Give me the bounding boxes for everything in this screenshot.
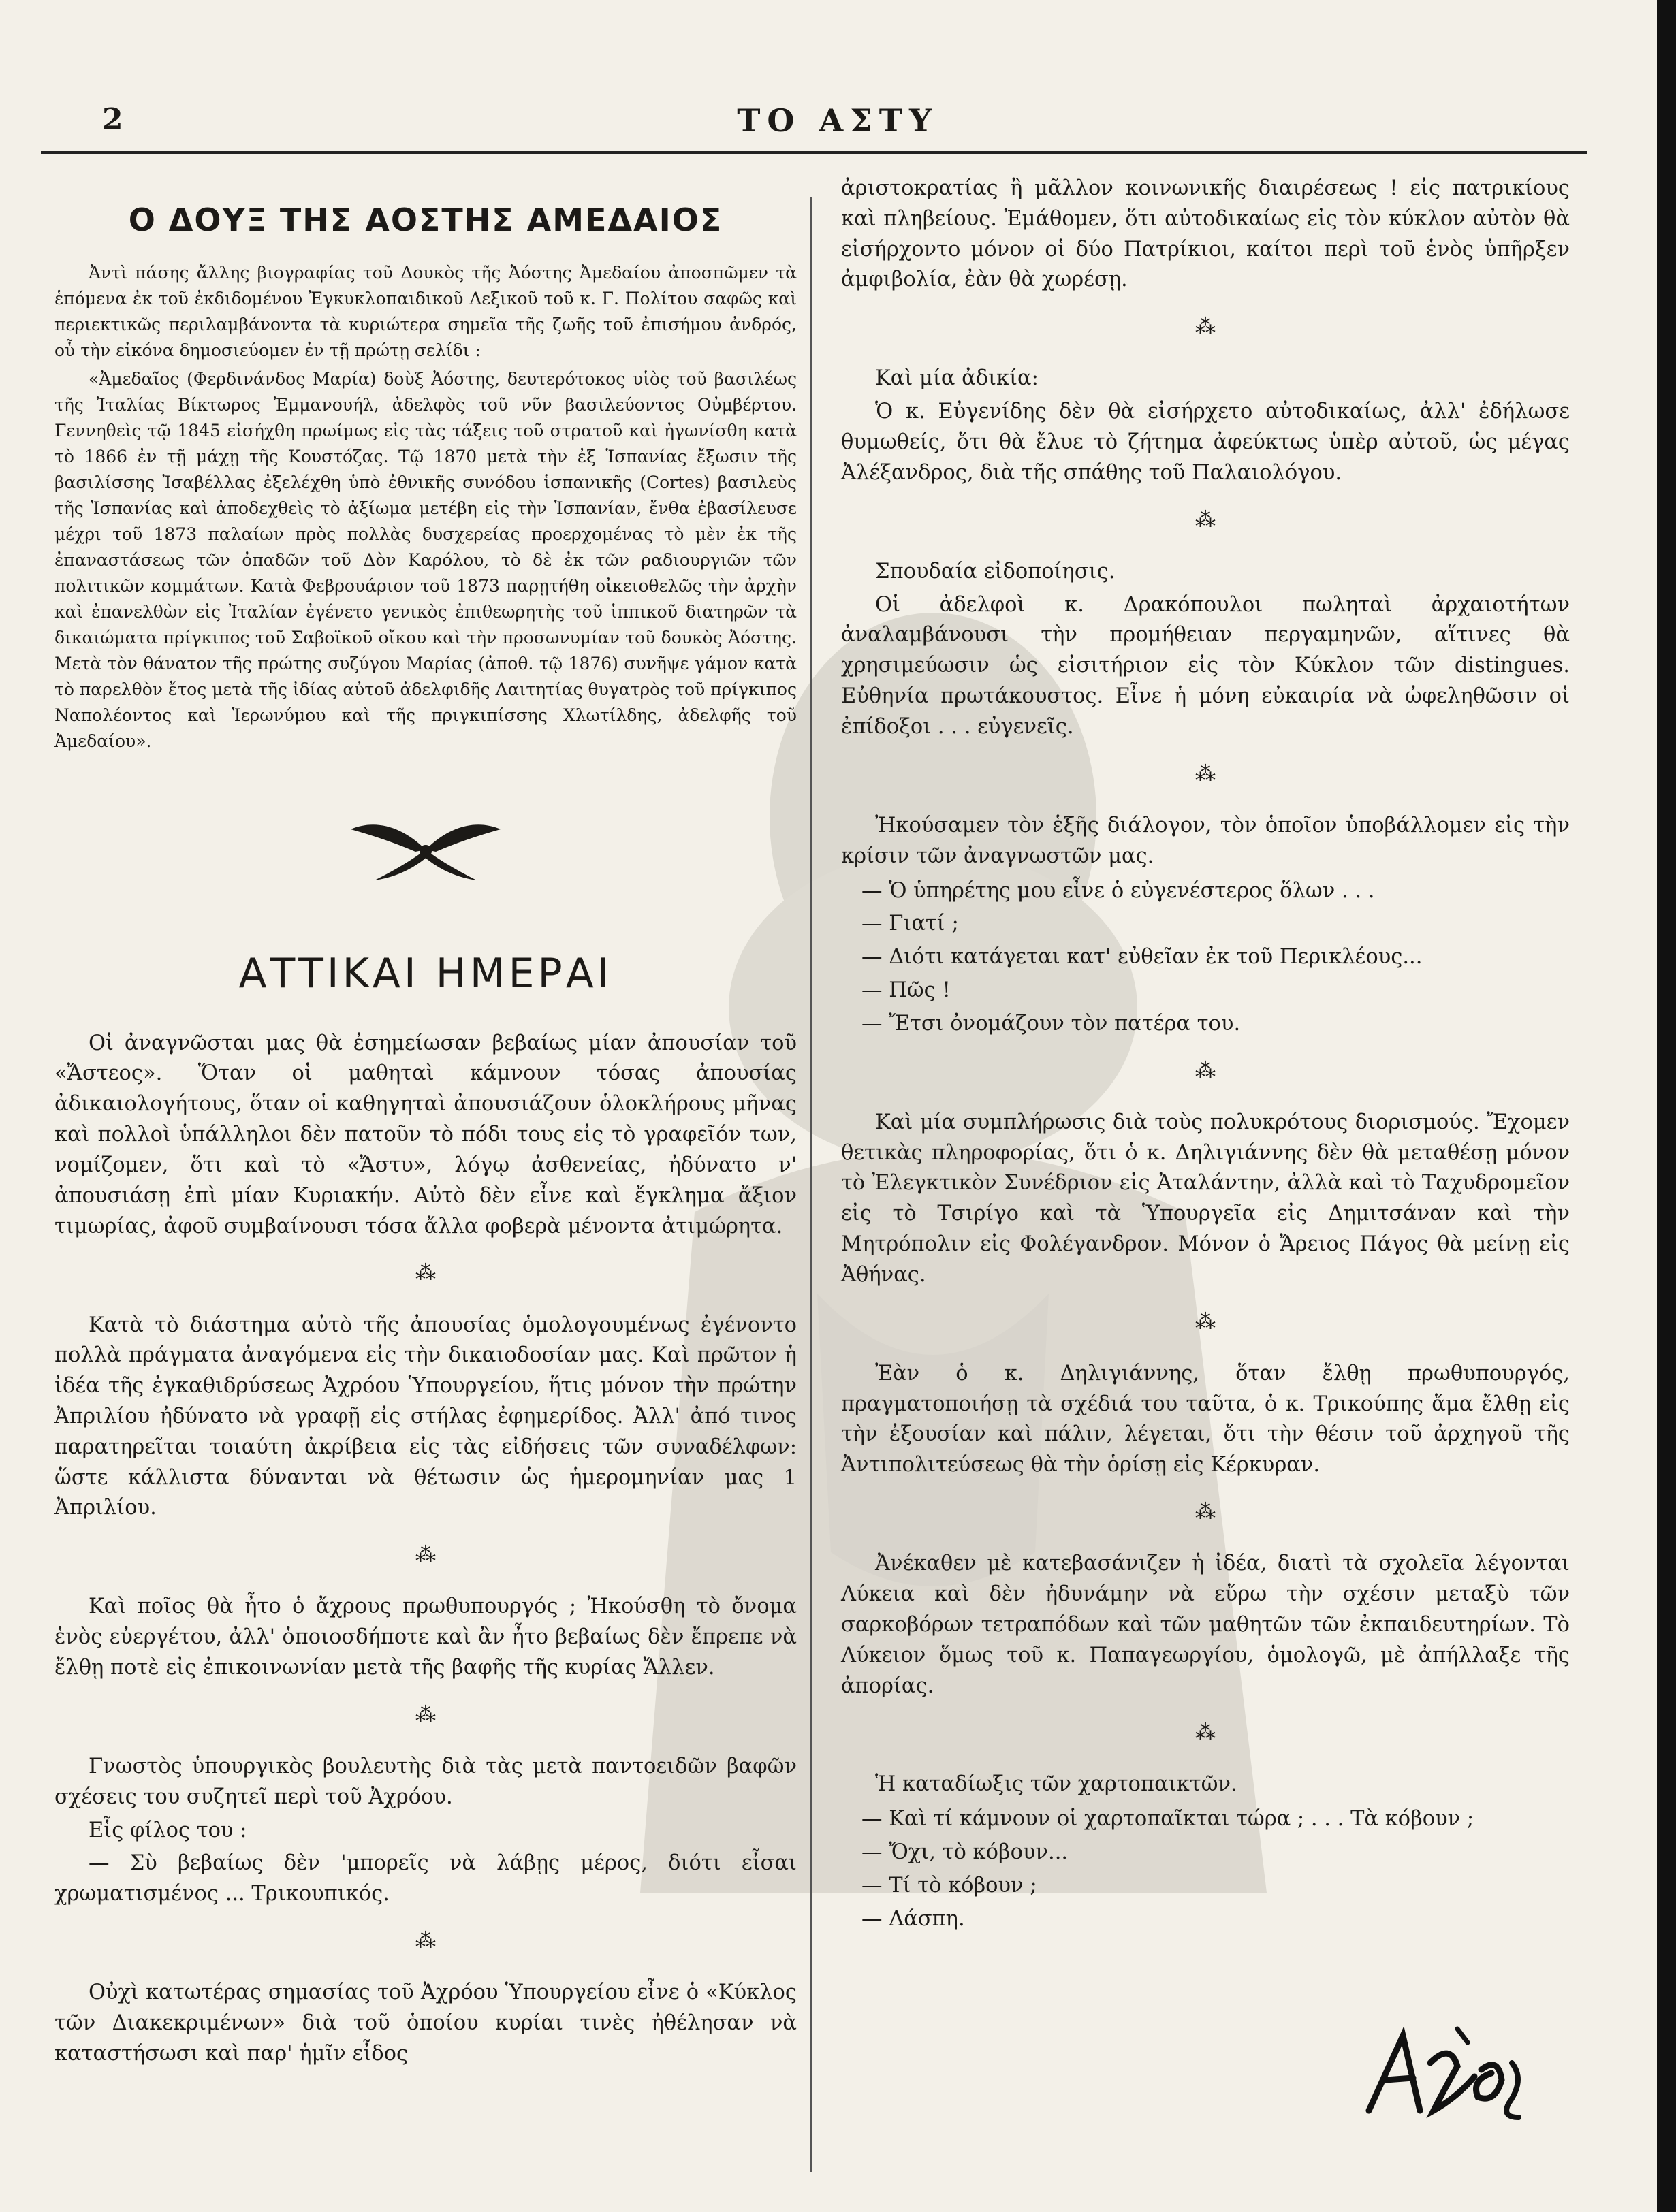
- dialog-line: — Ὄχι, τὸ κόβουν...: [861, 1840, 1069, 1865]
- column-divider: [810, 197, 812, 2172]
- separator: ⁂: [1195, 1500, 1216, 1524]
- dialog-line: — Γιατί ;: [861, 912, 959, 936]
- dialog-line: — Διότι κατάγεται κατ' εὐθεῖαν ἐκ τοῦ Περικλέους...: [861, 945, 1423, 969]
- paragraph: Καὶ μία ἀδικία:: [875, 366, 1039, 391]
- separator: ⁂: [415, 1702, 436, 1727]
- article-title: Ο ΔΟΥΞ ΤΗΣ ΑΟΣΤΗΣ ΑΜΕΔΑΙΟΣ: [128, 202, 723, 238]
- dialog-line: — Λάσπη.: [861, 1906, 965, 1931]
- paper-title: ΤΟ ΑΣΤΥ: [737, 102, 938, 139]
- paragraph: Γνωστὸς ὑπουργικὸς βουλευτὴς διὰ τὰς μετὰ παντοειδῶν βαφῶν σχέσεις του συζητεῖ περὶ τοῦ Ἀχρόου.: [54, 1754, 797, 1809]
- article-body: [54, 260, 797, 754]
- left-column: [54, 197, 797, 2085]
- separator: ⁂: [415, 1543, 436, 1567]
- paragraph: Εἷς φίλος του :: [89, 1818, 247, 1842]
- paragraph: Ἡ καταδίωξις τῶν χαρτοπαικτῶν.: [875, 1772, 1237, 1797]
- section-heading: ΑΤΤΙΚΑΙ ΗΜΕΡΑΙ: [238, 950, 613, 998]
- paragraph: Καὶ μία συμπλήρωσις διὰ τοὺς πολυκρότους διορισμούς. Ἔχομεν θετικὰς πληροφορίας, ὅτι ὁ κ. Δηλιγιάννης δὲν θὰ μεταθέσῃ μόνον τὸ Ἐλεγκτικὸν Συνέδριον εἰς Ἀταλάντην, ἀλλὰ καὶ τὸ Ταχυδρομεῖον εἰς τὸ Τσιρίγο καὶ τὰ Ὑπουργεῖα εἰς Δημιτσάναν καὶ τὴν Μητρόπολιν εἰς Φολέγανδρον. Μόνον ὁ Ἄρειος Πάγος θὰ μείνῃ εἰς Ἀθήνας.: [841, 1110, 1570, 1287]
- separator: ⁂: [1195, 315, 1216, 339]
- separator: ⁂: [1195, 761, 1216, 786]
- separator: ⁂: [1195, 507, 1216, 532]
- paragraph: Οὐχὶ κατωτέρας σημασίας τοῦ Ἀχρόου Ὑπουργείου εἶνε ὁ «Κύκλος τῶν Διακεκριμένων» διὰ τοῦ ὁποίου κυρίαι τινὲς ἠθέλησαν νὰ καταστήσωσι καὶ παρ' ἡμῖν εἶδος: [54, 1981, 797, 2066]
- masthead-rule: [41, 151, 1587, 154]
- dialog-line: — Ὁ ὑπηρέτης μου εἶνε ὁ εὐγενέστερος ὅλων . . .: [861, 878, 1375, 903]
- separator: ⁂: [1195, 1058, 1216, 1083]
- article-intro: Ἀντὶ πάσης ἄλλης βιογραφίας τοῦ Δουκὸς τῆς Ἀόστης Ἀμεδαίου ἀποσπῶμεν τὰ ἑπόμενα ἐκ τοῦ ἐκδιδομένου Ἐγκυκλοπαιδικοῦ Λεξικοῦ τοῦ κ. Γ. Πολίτου σαφῶς καὶ περιεκτικῶς περιλαμβάνοντα τὰ κυριώτερα σημεῖα τῆς ζωῆς τοῦ ἐπισήμου ἀνδρός, οὗ τὴν εἰκόνα δημοσιεύομεν ἐν τῇ πρώτῃ σελίδι :: [54, 262, 797, 360]
- paragraph: Οἱ ἀναγνῶσται μας θὰ ἐσημείωσαν βεβαίως μίαν ἀπουσίαν τοῦ «Ἄστεος». Ὅταν οἱ μαθηταὶ κάμνουν τόσας ἀπουσίας ἀδικαιολογήτους, ὅταν οἱ καθηγηταὶ ἀπουσιάζουν ὁλοκλήρους μῆνας καὶ πολλοὶ ὑπάλληλοι δὲν πατοῦν τὸ πόδι τους εἰς τὸ γραφεῖόν των, νομίζομεν, ὅτι καὶ τὸ «Ἄστυ», λόγῳ ἀσθενείας, ἠδύνατο ν' ἀπουσιάσῃ ἐπὶ μίαν Κυριακήν. Αὐτὸ δὲν εἶνε καὶ ἔγκλημα ἄξιον τιμωρίας, ἀφοῦ συμβαίνουσι τόσα ἄλλα φοβερὰ μένοντα ἀτιμώρητα.: [54, 1031, 797, 1238]
- separator: ⁂: [1195, 1309, 1216, 1334]
- scan-edge: [1657, 0, 1676, 2212]
- paragraph: Ὁ κ. Εὐγενίδης δὲν θὰ εἰσήρχετο αὐτοδικαίως, ἀλλ' ἐδήλωσε θυμωθείς, ὅτι θὰ ἔλυε τὸ ζήτημα ἀφεύκτως ὑπὲρ αὐτοῦ, ὡς μέγας Ἀλέξανδρος, διὰ τῆς σπάθης τοῦ Παλαιολόγου.: [841, 400, 1570, 485]
- paragraph: Ἐὰν ὁ κ. Δηλιγιάννης, ὅταν ἔλθῃ πρωθυπουργός, πραγματοποιήσῃ τὰ σχέδιά του ταῦτα, ὁ κ. Τρικούπης ἅμα ἔλθῃ εἰς τὴν ἐξουσίαν καὶ πάλιν, λέγεται, ὅτι τὴν θέσιν τοῦ ἀρχηγοῦ τῆς Ἀντιπολιτεύσεως θὰ τὴν ὁρίσῃ εἰς Κέρκυραν.: [841, 1361, 1570, 1477]
- handwritten-signature: [1355, 2015, 1532, 2124]
- paragraph: Ἀνέκαθεν μὲ κατεβασάνιζεν ἡ ἰδέα, διατὶ τὰ σχολεῖα λέγονται Λύκεια καὶ δὲν ἠδυνάμην νὰ εὕρω τὴν σχέσιν μεταξὺ τῶν σαρκοβόρων τετραπόδων καὶ τῶν μαθητῶν τῶν ἐκπαιδευτηρίων. Τὸ Λύκειον ὅμως τοῦ κ. Παπαγεωργίου, ὁμολογῶ, μὲ ἀπήλλαξε τῆς ἀπορίας.: [841, 1552, 1570, 1698]
- article-quote: «Ἀμεδαῖος (Φερδινάνδος Μαρία) δοὺξ Ἀόστης, δευτερότοκος υἱὸς τοῦ βασιλέως τῆς Ἰταλίας Βίκτωρος Ἐμμανουήλ, ἀδελφὸς τοῦ νῦν βασιλεύοντος Οὐμβέρτου. Γεννηθεὶς τῷ 1845 εἰσήχθη πρωίμως εἰς τὰς τάξεις τοῦ στρατοῦ καὶ ἠγωνίσθη κατὰ τὸ 1866 ἐν τῇ μάχῃ τῆς Κουστόζας. Τῷ 1870 μετὰ τὴν ἐξ Ἱσπανίας ἔξωσιν τῆς βασιλίσσης Ἰσαβέλλας ἐξελέχθη ὑπὸ ἐθνικῆς συνόδου ἱσπανικῆς (Cortes) βασιλεὺς τῆς Ἱσπανίας καὶ ἀποδεχθεὶς τὸ ἀξίωμα μετέβη εἰς τὴν Ἱσπανίαν, ἔνθα ἐβασίλευσε μέχρι τοῦ 1873 παλαίων πρὸς πολλὰς δυσχερείας προερχομένας τὸ μὲν ἐκ τῆς ἐπαναστάσεως τῶν ὀπαδῶν τοῦ Δὸν Καρόλου, τὸ δὲ ἐκ τῶν ραδιουργιῶν τῶν πολιτικῶν κομμάτων. Κατὰ Φεβρουάριον τοῦ 1873 παρῃτήθη οἰκειοθελῶς τὴν ἀρχὴν καὶ ἐπανελθὼν εἰς Ἰταλίαν ἐγένετο γενικὸς ἐπιθεωρητὴς τοῦ ἱππικοῦ διατηρῶν τὰ δικαιώματα πρίγκιπος τοῦ Σαβοϊκοῦ οἴκου καὶ τὴν προσωνυμίαν τοῦ δουκὸς Ἀόστης. Μετὰ τὸν θάνατον τῆς πρώτης συζύγου Μαρίας (ἀποθ. τῷ 1876) συνῆψε γάμον κατὰ τὸ παρελθὸν ἔτος μετὰ τῆς ἰδίας αὐτοῦ ἀδελφιδῆς Λαιτητίας θυγατρὸς τοῦ πρίγκιπος Ναπολέοντος καὶ Ἱερωνύμου καὶ τῆς πριγκιπίσσης Χλωτίλδης, ἀδελφῆς τοῦ Ἀμεδαίου».: [54, 368, 797, 751]
- paragraph: Καὶ ποῖος θὰ ἦτο ὁ ἄχρους πρωθυπουργός ; Ἠκούσθη τὸ ὄνομα ἑνὸς εὐεργέτου, ἀλλ' ὁποιοσδήποτε καὶ ἂν ἦτο βεβαίως δὲν ἔπρεπε νὰ ἔλθῃ ποτὲ εἰς ἐπικοινωνίαν μετὰ τῆς βαφῆς τῆς κυρίας Ἄλλεν.: [54, 1594, 797, 1680]
- page-number: 2: [102, 102, 123, 137]
- paragraph: Κατὰ τὸ διάστημα αὐτὸ τῆς ἀπουσίας ὁμολογουμένως ἐγένοντο πολλὰ πράγματα ἀναγόμενα εἰς τὴν δικαιοδοσίαν μας. Καὶ πρῶτον ἡ ἰδέα τῆς ἐγκαθιδρύσεως Ἀχρόου Ὑπουργείου, ἥτις μόνον τὴν πρώτην Ἀπριλίου ἠδύνατο νὰ γραφῇ εἰς στήλας ἐφημερίδος. Ἀλλ' ἀπό τινος παρατηρεῖται τοιαύτη ἀκρίβεια εἰς τὰς εἰδήσεις τῶν συναδέλφων: ὥστε κάλλιστα δύνανται νὰ θέτωσιν ὡς ἡμερομηνίαν μας 1 Ἀπριλίου.: [54, 1313, 797, 1520]
- dialog-line: — Τί τὸ κόβουν ;: [861, 1873, 1037, 1897]
- masthead: [95, 102, 1580, 143]
- separator: ⁂: [415, 1261, 436, 1285]
- winged-emblem-icon: [347, 812, 504, 887]
- paragraph: Σπουδαία εἰδοποίησις.: [875, 559, 1116, 583]
- paragraph: Οἱ ἀδελφοὶ κ. Δρακόπουλοι πωληταὶ ἀρχαιοτήτων ἀναλαμβάνουσι τὴν προμήθειαν περγαμηνῶν, αἵτινες θὰ χρησιμεύωσιν ὡς εἰσιτήριον εἰς τὸν Κύκλον τῶν distingues. Εὐθηνία πρωτάκουστος. Εἶνε ἡ μόνη εὐκαιρία νὰ ὠφεληθῶσιν οἱ ἐπίδοξοι . . . εὐγενεῖς.: [841, 592, 1570, 739]
- separator: ⁂: [1195, 1720, 1216, 1745]
- emblem: [54, 812, 797, 897]
- right-column: [841, 174, 1570, 1938]
- dialog-line: — Πῶς !: [861, 978, 951, 1003]
- paragraph: Ἠκούσαμεν τὸν ἑξῆς διάλογον, τὸν ὁποῖον ὑποβάλλομεν εἰς τὴν κρίσιν τῶν ἀναγνωστῶν μας.: [841, 813, 1570, 868]
- dialog-line: — Ἔτσι ὀνομάζουν τὸν πατέρα του.: [861, 1011, 1241, 1036]
- paragraph: — Σὺ βεβαίως δὲν 'μπορεῖς νὰ λάβῃς μέρος, διότι εἶσαι χρωματισμένος ... Τρικουπικός.: [54, 1851, 797, 1906]
- paragraph: ἀριστοκρατίας ἢ μᾶλλον κοινωνικῆς διαιρέσεως ! εἰς πατρικίους καὶ πληβείους. Ἐμάθομεν, ὅτι αὐτοδικαίως εἰς τὸν κύκλον αὐτὸν θὰ εἰσήρχοντο μόνον οἱ δύο Πατρίκιοι, καίτοι περὶ τοῦ ἑνὸς ὑπῆρξεν ἀμφιβολία, ἐὰν θὰ χωρέσῃ.: [841, 176, 1570, 292]
- separator: ⁂: [415, 1929, 436, 1953]
- dialog-line: — Καὶ τί κάμνουν οἱ χαρτοπαῖκται τώρα ; . . . Τὰ κόβουν ;: [861, 1807, 1474, 1831]
